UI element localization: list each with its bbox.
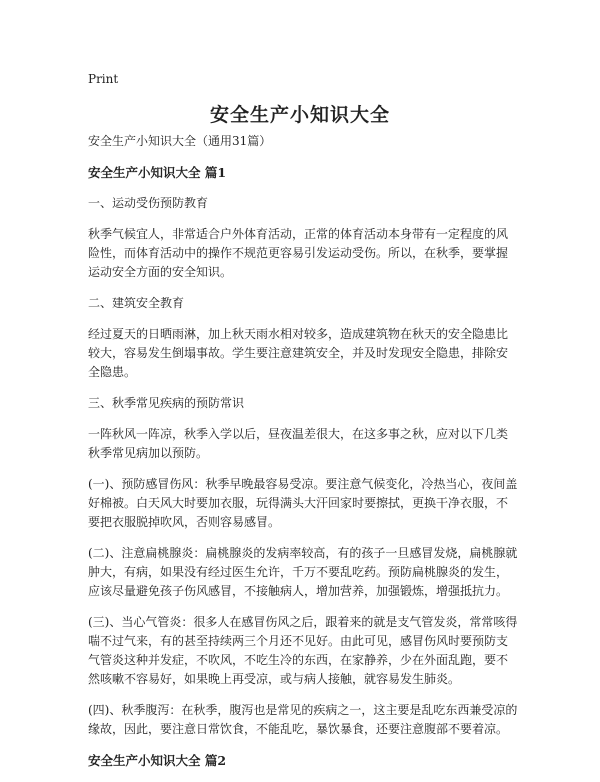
paragraph-1: 秋季气候宜人，非常适合户外体育活动，正常的体育活动本身带有一定程度的风险性，而体育活动中的操作不规范更容易引发运动受伤。所以，在秋季，要掌握运动安全方面的安全知识。 (88, 227, 509, 279)
subheading-1: 一、运动受伤预防教育 (88, 196, 209, 210)
subheading-2: 二、建筑安全教育 (88, 296, 185, 310)
paragraph-7: (四)、秋季腹泻：在秋季，腹泻也是常见的疾病之一，这主要是乱吃东西兼受凉的缘故，因此，要注意日常饮食，不能乱吃，暴饮暴食，还要注意腹部不要着凉。 (88, 703, 518, 736)
subheading-3: 三、秋季常见疾病的预防常识 (88, 396, 245, 410)
paragraph-2: 经过夏天的日晒雨淋，加上秋天雨水相对较多，造成建筑物在秋天的安全隐患比较大，容易发生倒塌事故。学生要注意建筑安全，并及时发现安全隐患，排除安全隐患。 (88, 327, 509, 379)
paragraph-3: 一阵秋风一阵凉，秋季入学以后，昼夜温差很大，在这多事之秋，应对以下几类秋季常见病加以预防。 (88, 427, 509, 460)
paragraph-4: (一)、预防感冒伤风：秋季早晚最容易受凉。要注意气候变化，冷热当心，夜间盖好棉被。白天风大时要加衣服，玩得满头大汗回家时要擦拭，更换干净衣服，不要把衣服脱掉吹风，否则容易感冒。 (88, 477, 518, 529)
section-heading-2: 安全生产小知识大全 篇2 (88, 753, 227, 768)
section-heading-1: 安全生产小知识大全 篇1 (88, 165, 227, 180)
article-subtitle: 安全生产小知识大全（通用31篇） (88, 134, 272, 148)
paragraph-6: (三)、当心气管炎：很多人在感冒伤风之后，跟着来的就是支气管发炎，常常咳得喘不过气来，有的甚至持续两三个月还不见好。由此可见，感冒伤风时要预防支气管炎这种并发症，不吹风，不吃生冷的东西，在家静养，少在外面乱跑，要不然咳嗽不容易好，如果晚上再受凉，或与病人接触，就容易发生肺炎。 (88, 615, 518, 686)
print-link[interactable]: Print (88, 72, 119, 86)
paragraph-5: (二)、注意扁桃腺炎：扁桃腺炎的发病率较高，有的孩子一旦感冒发烧，扁桃腺就肿大，有病，如果没有经过医生允许，千万不要乱吃药。预防扁桃腺炎的发生，应该尽量避免孩子伤风感冒，不接触病人，增加营养，加强锻炼，增强抵抗力。 (88, 546, 518, 598)
article-body (88, 132, 518, 782)
page-title: 安全生产小知识大全 (209, 104, 390, 126)
